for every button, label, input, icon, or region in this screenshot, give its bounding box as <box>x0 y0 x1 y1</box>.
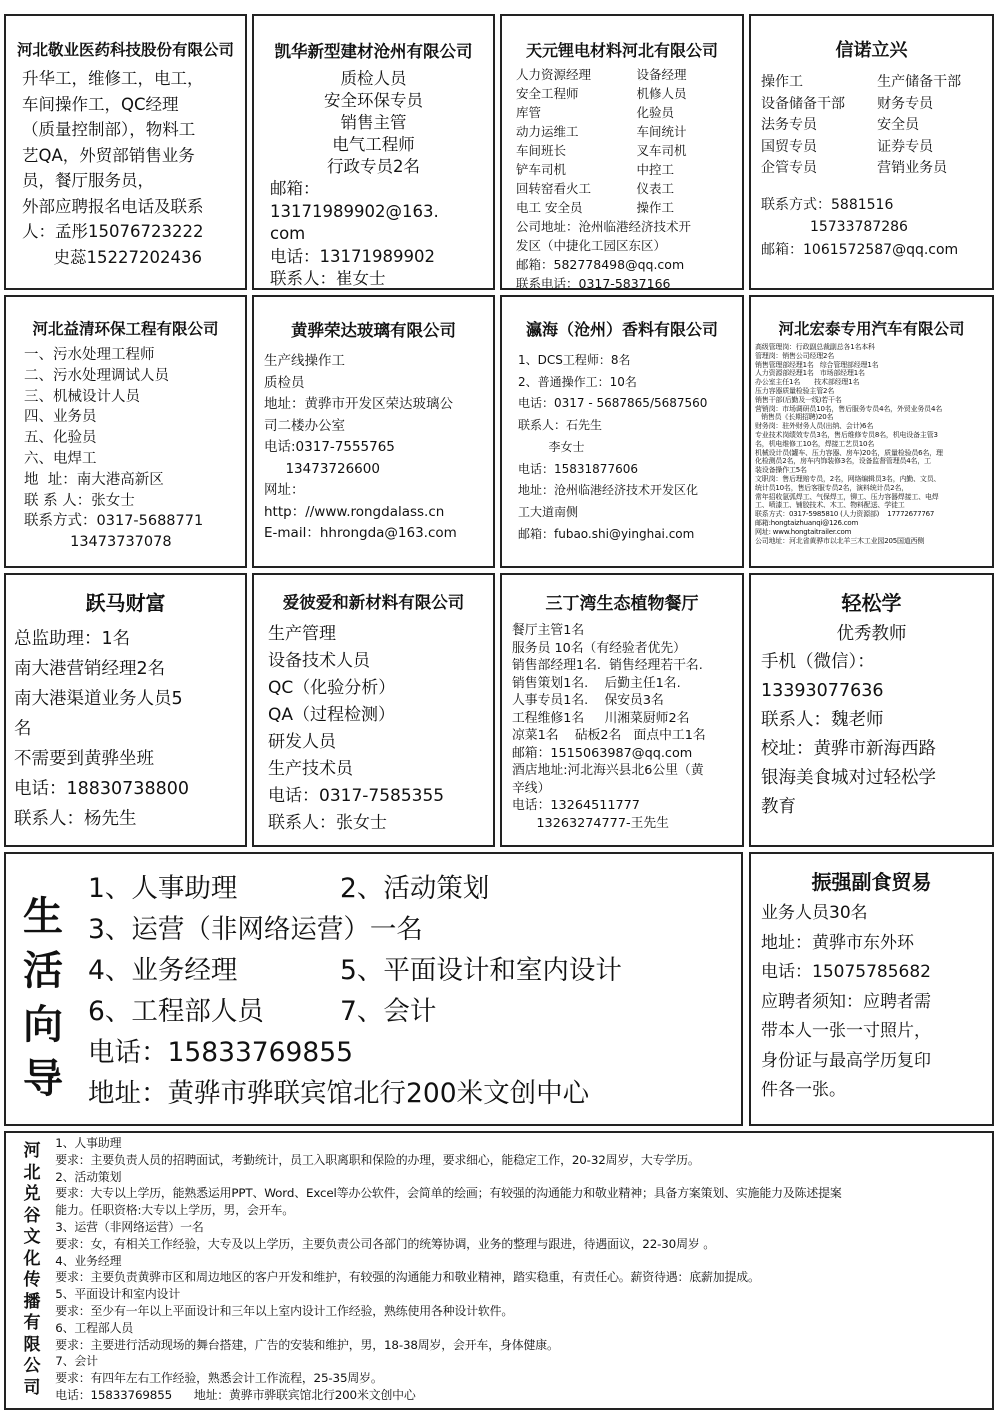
text-line: 邮箱：1515063987@qq.com <box>512 745 693 761</box>
text-line: 装设备操作工5名 <box>755 466 807 475</box>
text-line: 财务岗：驻外财务人员(出纳、会计)6名 <box>755 422 874 431</box>
text-line: 化检测员2名，房车内饰装修3名，设备监督管理员4名，工 <box>755 457 931 466</box>
text-line: 办公室主任1名 技术部经理1名 <box>755 378 860 387</box>
text-line: 销售管理部经理1名 综合管理部经理1名 <box>755 360 879 369</box>
job-item: 6、工程部人员 <box>88 996 264 1027</box>
text-line: 压力容器质量检验主管2名 <box>755 386 835 395</box>
text-line: 13393077636 <box>761 681 884 701</box>
text-line: 电话：15831877606 <box>518 461 638 476</box>
text-line: 人力资源部经理1名 市场部经理1名 <box>755 369 865 378</box>
company-title: 三丁湾生态植物餐厅 <box>545 594 699 614</box>
text-line: 2、活动策划 <box>48 1169 122 1184</box>
job-list <box>502 622 742 832</box>
text-line: 操作工 <box>636 200 675 215</box>
company-title: 信诺立兴 <box>835 40 908 61</box>
text-line: 企管专员 <box>761 160 817 176</box>
text-line: QC（化验分析） <box>268 678 396 698</box>
text-line: http：//www.rongdalass.cn <box>264 503 445 520</box>
text-line: 工大道南侧 <box>518 504 579 519</box>
text-line: 网址: www.hongtaitrailer.com <box>755 527 852 536</box>
text-line: 15733787286 <box>761 219 908 235</box>
text-line: 工程维修1名 川湘菜厨师2名 <box>512 710 690 726</box>
text-line: 六、电焊工 <box>24 450 97 467</box>
text-line: 中控工 <box>636 162 675 177</box>
text-line: 电话：15075785682 <box>761 962 931 982</box>
job-row <box>88 950 622 991</box>
text-line: 辛线） <box>512 780 551 796</box>
text-line: 人力资源经理 <box>516 67 592 82</box>
text-line: 电话：0317-7585355 <box>268 786 445 806</box>
company-title: 黄骅荣达玻璃有限公司 <box>291 321 456 340</box>
text-line: 5、平面设计和室内设计 <box>48 1287 181 1302</box>
text-line: 要求：至少有一年以上平面设计和三年以上室内设计工作经验，熟练使用各种设计软件。 <box>48 1303 514 1318</box>
job-list <box>502 65 742 217</box>
text-line: 服务员 10名（有经验者优先） <box>512 640 686 656</box>
text-line: 1、人事助理 <box>48 1136 122 1150</box>
contact-info <box>254 178 493 290</box>
text-line: 研发人员 <box>268 732 336 752</box>
ad-yuema <box>4 573 247 847</box>
text-line: 生产管理 <box>268 624 336 644</box>
text-line: 联系人：杨先生 <box>14 809 137 829</box>
text-line: 回转窑看火工 <box>516 181 592 196</box>
text-line: 机修人员 <box>636 86 687 101</box>
text-line: 不需要到黄骅坐班 <box>14 749 154 769</box>
job-list <box>6 66 245 270</box>
text-line: QA（过程检测） <box>268 705 396 725</box>
text-line: 外部应聘报名电话及联系 <box>22 196 204 216</box>
text-line: 升华工，维修工，电工， <box>22 69 204 88</box>
text-line: 地址：黄骅市骅联宾馆北行200米文创中心 <box>88 1078 590 1109</box>
text-line: 叉车司机 <box>636 143 687 158</box>
text-line: 4、业务经理 <box>48 1253 122 1268</box>
text-line: 生产技术员 <box>268 759 353 779</box>
company-title: 爱彼爱和新材料有限公司 <box>282 593 465 612</box>
text-line: 车间操作工，QC经理 <box>22 94 179 114</box>
text-line: 要求：主要进行活动现场的舞台搭建，广告的安装和维护，男，18-38周岁，会开车，身体健康。 <box>48 1337 559 1352</box>
text-line: 销售主管 <box>340 113 407 132</box>
text-line: 员，餐厅服务员， <box>22 171 154 190</box>
text-line: 电工 安全员 <box>516 200 583 215</box>
text-line: com <box>270 224 306 243</box>
text-line: 联系人：石先生 <box>518 418 603 433</box>
job-list <box>254 68 493 178</box>
text-line: 生产线操作工 <box>264 353 345 369</box>
text-line: 要求：主要负责黄骅市区和周边地区的客户开发和维护，有较强的沟通能力和敬业精神，踏实稳重，有责任心。薪资待遇：底薪加提成。 <box>48 1270 760 1285</box>
text-line: 凉菜1名 砧板2名 面点中工1名 <box>512 728 706 743</box>
ad-zhenqiang <box>749 852 994 1126</box>
company-title: 河北敬业医药科技股份有限公司 <box>16 41 234 59</box>
text-line: 发区（中捷化工园区东区） <box>516 238 667 253</box>
text-line: 行政专员2名 <box>327 157 420 176</box>
text-line: 公司地址：河北省黄骅市以北羊三木工业园205国道西侧 <box>755 536 925 545</box>
text-line: 常年招收氩弧焊工、气保焊工，铆工、压力容器焊接工、电焊 <box>755 492 939 501</box>
text-line: 电话:0317-7555765 <box>264 439 395 455</box>
text-line: 邮箱：fubao.shi@yinghai.com <box>518 526 695 541</box>
text-line: 电话：15833769855 地址：黄骅市骅联宾馆北行200米文创中心 <box>48 1387 416 1402</box>
text-line: 安全环保专员 <box>324 91 423 110</box>
job-item: 2、活动策划 <box>340 873 490 904</box>
job-list <box>751 72 992 180</box>
job-item: 7、会计 <box>340 996 437 1027</box>
ad-kegu <box>4 1131 994 1410</box>
text-line: 银海美食城对过轻松学 <box>761 768 936 788</box>
job-list <box>751 343 992 545</box>
text-line: 专业技术岗绩效专员3名，售后维修专员8名，机电设备主管3 <box>755 430 938 439</box>
text-line: 邮箱：1061572587@qq.com <box>761 241 959 258</box>
text-line: 要求：大专以上学历，能熟悉运用PPT、Word、Excel等办公软件，会简单的绘画；有较强的沟通能力和敬业精神；具备方案策划、实施能力及陈述提案 <box>48 1186 842 1201</box>
text-line: 销售策划1名. 后勤主任1名. <box>512 675 681 691</box>
requirements-list <box>48 1135 986 1404</box>
contact-info <box>751 899 992 1106</box>
text-line: 总监助理：1名 <box>14 629 131 649</box>
text-line: 联系方式：0317-5688771 <box>24 513 204 530</box>
ad-kaihua <box>252 14 495 290</box>
text-line: 联系方式：5881516 <box>761 196 894 213</box>
job-row <box>88 991 622 1032</box>
job-item: 5、平面设计和室内设计 <box>340 955 622 986</box>
side-title: 河北兑谷文化传播有限公司 <box>23 1141 41 1398</box>
text-line: 管理岗：销售公司经理2名 <box>755 351 835 360</box>
company-title: 瀛海（沧州）香料有限公司 <box>525 320 718 339</box>
text-line: 化验员 <box>636 105 675 120</box>
text-line: 高级管理岗：行政副总裁副总各1名本科 <box>755 343 875 351</box>
text-line: 联系电话：0317-5837166 <box>516 276 671 290</box>
text-line: 名 <box>14 719 32 739</box>
text-line: 应聘者须知：应聘者需 <box>761 991 931 1012</box>
text-line: 安全工程师 <box>516 86 579 101</box>
text-line: 电气工程师 <box>332 135 415 154</box>
text-line: 质检员 <box>264 374 305 391</box>
text-line: E-mail：hhrongda@163.com <box>264 525 457 541</box>
text-line: 营销业务员 <box>877 160 948 176</box>
text-line: 销售干部(后勤及一线)若干名 <box>755 395 842 404</box>
text-line: 要求：主要负责人员的招聘面试，考勤统计，员工入职离职和保险的办理，要求细心，能稳定工作，20-32周岁，大专学历。 <box>48 1152 700 1167</box>
text-line: 工、喷漆工、铺胶技术、木工、物料配送、学徒工 <box>755 501 905 510</box>
text-line: 地址：黄骅市开发区荣达玻璃公 <box>264 396 453 412</box>
company-title: 振强副食贸易 <box>811 870 932 894</box>
text-line: 电话：18830738800 <box>14 779 189 799</box>
contact-info <box>751 194 992 262</box>
text-line: 质检人员 <box>340 69 407 88</box>
job-list <box>254 621 493 837</box>
text-line: 业务人员30名 <box>761 903 868 923</box>
text-line: 二、污水处理调试人员 <box>24 367 169 384</box>
text-line: 13171989902@163. <box>270 201 439 221</box>
text-line: 一、污水处理工程师 <box>24 347 155 363</box>
text-line: 名，机电维修工10名，焊接工艺员10名 <box>755 439 875 448</box>
text-line: 史蕊15227202436 <box>22 247 202 267</box>
text-line: 生产储备干部 <box>877 74 962 90</box>
text-line: 身份证与最高学历复印 <box>761 1050 931 1071</box>
company-title: 凯华新型建材沧州有限公司 <box>274 42 473 61</box>
text-line: 五、化验员 <box>24 430 97 447</box>
text-line: 公司地址：沧州临港经济技术开 <box>516 219 692 234</box>
text-line: 统计员10名，售后客服专员2名，演料统计员2名， <box>755 483 909 492</box>
text-line: 电话：0317 - 5687865/5687560 <box>518 396 708 411</box>
job-item: 4、业务经理 <box>88 955 238 986</box>
text-line: 车间班长 <box>516 143 567 158</box>
text-line: 带本人一张一寸照片， <box>761 1021 931 1041</box>
text-line: 1、DCS工程师：8名 <box>518 353 631 367</box>
text-line: 地址：沧州临港经济技术开发区化 <box>518 483 699 498</box>
ad-hongtai <box>749 295 994 568</box>
company-title: 河北宏泰专用汽车有限公司 <box>778 320 965 338</box>
company-title: 河北益清环保工程有限公司 <box>32 320 219 338</box>
text-line: 库管 <box>516 105 542 120</box>
job-row <box>88 868 622 909</box>
text-line: 13473737078 <box>24 534 172 551</box>
text-line: 邮箱:hongtaizhuanqi@126.com <box>755 518 859 527</box>
text-line: 能力。任职资格:大专以上学历，男，会开车。 <box>48 1203 294 1218</box>
text-line: 教育 <box>761 797 796 817</box>
text-line: 财务专员 <box>877 95 934 112</box>
text-line: 件各一张。 <box>761 1080 846 1100</box>
job-rows <box>88 868 622 1032</box>
job-row <box>88 909 622 950</box>
text-line: 销售部经理1名. 销售经理若干名. <box>512 658 703 673</box>
text-line: 电话：13171989902 <box>270 246 435 266</box>
text-line: 营销岗：市场调研员10名，售后服务专员4名，外贸业务员4名 <box>755 404 943 413</box>
text-line: 李女士 <box>518 439 585 454</box>
text-line: 法务专员 <box>761 117 817 133</box>
text-line: 国贸专员 <box>761 138 817 155</box>
text-line: 联系人：魏老师 <box>761 710 884 730</box>
text-line: 联系人：崔女士 <box>270 269 386 288</box>
text-line: 联 系 人：张女士 <box>24 492 135 509</box>
company-title: 天元锂电材料河北有限公司 <box>525 41 718 60</box>
text-line: 手机（微信）： <box>761 652 875 672</box>
text-line: 电话：13264511777 <box>512 798 640 813</box>
ad-xinnuo <box>749 14 994 290</box>
text-line: 地址：黄骅市东外环 <box>761 932 914 953</box>
text-line: 要求：女，有相关工作经验，大专及以上学历，主要负责公司各部门的统筹协调，业务的整理与跟进，待遇面议，22-30周岁 。 <box>48 1236 715 1251</box>
job-list <box>502 350 742 545</box>
text-line: 邮箱：582778498@qq.com <box>516 257 685 272</box>
job-list <box>6 624 245 834</box>
text-line: 南大港营销经理2名 <box>14 659 166 679</box>
ad-shenghuo <box>4 852 743 1126</box>
text-line: 动力运维工 <box>516 124 579 139</box>
side-title: 生活向导 <box>23 894 63 1102</box>
job-item: 3、运营（非网络运营）一名 <box>88 914 423 945</box>
text-line: 优秀教师 <box>836 624 907 644</box>
text-line: 13263274777-王先生 <box>512 815 669 831</box>
text-line: 设备技术人员 <box>268 651 370 671</box>
text-line: 操作工 <box>761 74 803 90</box>
text-line: 7、会计 <box>48 1354 98 1369</box>
text-line: 文职岗：售后理赔专员，2名，网络编辑员3名，内勤、文员、 <box>755 474 941 483</box>
company-title: 跃马财富 <box>85 591 166 615</box>
contact-info <box>751 648 992 822</box>
text-line: 要求：有四年左右工作经验，熟悉会计工作流程，25-35周岁。 <box>48 1371 383 1386</box>
text-line: 人事专员1名. 保安员3名 <box>512 693 664 708</box>
ad-yiqing <box>4 295 247 568</box>
text-line: 车间统计 <box>636 124 687 139</box>
ad-tianyuan <box>500 14 744 290</box>
contact-info <box>502 217 742 290</box>
text-line: 13473726600 <box>264 460 380 477</box>
text-line: 3、运营（非网络运营）一名 <box>48 1219 204 1234</box>
ad-jingye <box>4 14 247 290</box>
text-line: 校址：黄骅市新海西路 <box>761 739 936 759</box>
text-line: 四、业务员 <box>24 409 97 426</box>
ad-qingsong <box>749 573 994 847</box>
text-line: 6、工程部人员 <box>48 1320 134 1335</box>
text-line: 艺QA，外贸部销售业务 <box>22 145 195 165</box>
text-line: 南大港渠道业务人员5 <box>14 689 183 709</box>
job-list <box>6 345 245 553</box>
text-line: 邮箱： <box>270 179 320 198</box>
company-title: 轻松学 <box>841 591 902 615</box>
text-line: 联系方式：0317-5985810 (人力资源部) 17772677767 <box>755 510 935 519</box>
ad-yinghai <box>500 295 744 568</box>
text-line: 网址： <box>264 482 305 498</box>
text-line: 酒店地址:河北海兴县北6公里（黄 <box>512 763 704 778</box>
text-line: 证券专员 <box>877 138 934 155</box>
text-line: （质量控制部），物料工 <box>22 120 196 139</box>
text-line: 三、机械设计人员 <box>24 388 140 405</box>
text-line: 设备储备干部 <box>761 95 845 112</box>
text-line: 餐厅主管1名 <box>512 623 585 638</box>
ad-rongda <box>252 295 495 568</box>
text-line: 设备经理 <box>636 67 687 82</box>
text-line: 联系人：张女士 <box>268 813 387 833</box>
text-line: 人：孟彤15076723222 <box>22 222 204 241</box>
job-item: 1、人事助理 <box>88 873 238 904</box>
text-line: 2、普通操作工：10名 <box>518 374 637 389</box>
contact-info <box>88 1032 589 1114</box>
ad-sandingwan <box>500 573 744 847</box>
text-line: 司二楼办公室 <box>264 417 345 434</box>
text-line: 安全员 <box>877 117 920 133</box>
text-line: 销售员《长期招聘)20名 <box>755 413 834 422</box>
text-line: 机械设计员(罐车、压力容器、房车)20名，质量检验员6名，理 <box>755 448 943 457</box>
text-line: 铲车司机 <box>516 162 567 177</box>
job-list <box>254 351 493 545</box>
ad-aibiai <box>252 573 495 847</box>
text-line: 地 址：南大港高新区 <box>24 471 164 488</box>
text-line: 电话：15833769855 <box>88 1037 353 1068</box>
job-subtitle <box>751 620 992 648</box>
text-line: 仪表工 <box>636 181 675 196</box>
